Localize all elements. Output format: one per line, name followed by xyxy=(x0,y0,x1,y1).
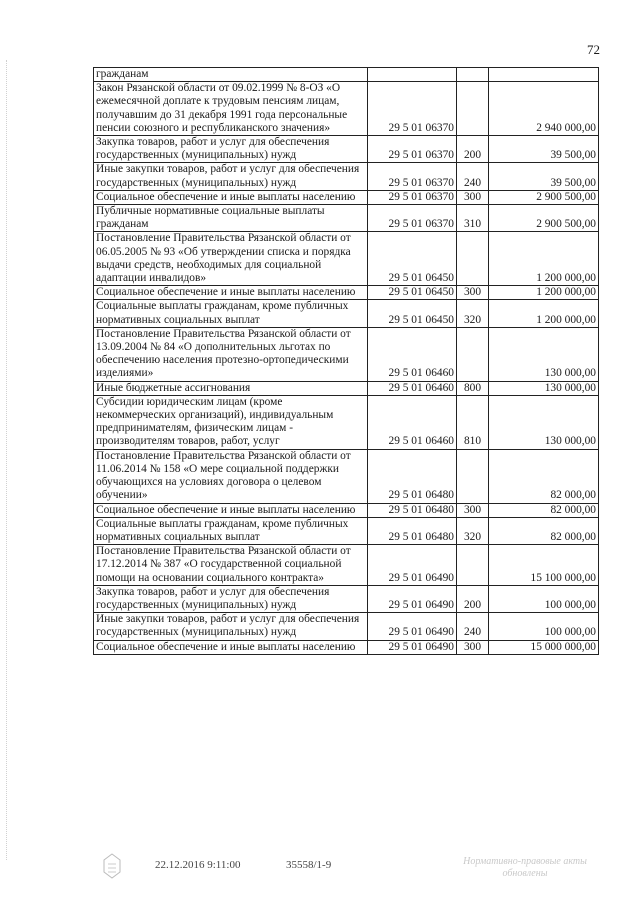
table-row xyxy=(94,585,599,612)
row-expense-type: 320 xyxy=(457,517,489,544)
scan-left-margin xyxy=(6,60,13,860)
table-row xyxy=(94,232,599,286)
table-row xyxy=(94,136,599,163)
row-amount: 15 100 000,00 xyxy=(489,545,599,586)
row-description: гражданам xyxy=(94,68,368,82)
row-expense-type: 240 xyxy=(457,163,489,190)
row-amount: 100 000,00 xyxy=(489,613,599,640)
row-expense-type: 300 xyxy=(457,190,489,204)
table-row xyxy=(94,381,599,395)
row-amount: 1 200 000,00 xyxy=(489,300,599,327)
row-target-code: 29 5 01 06450 xyxy=(368,300,457,327)
row-expense-type: 310 xyxy=(457,205,489,232)
row-expense-type xyxy=(457,232,489,286)
row-amount: 39 500,00 xyxy=(489,163,599,190)
row-expense-type: 200 xyxy=(457,136,489,163)
row-amount: 39 500,00 xyxy=(489,136,599,163)
row-target-code: 29 5 01 06370 xyxy=(368,190,457,204)
table-row xyxy=(94,517,599,544)
table-row xyxy=(94,205,599,232)
table-row xyxy=(94,82,599,136)
row-expense-type xyxy=(457,545,489,586)
row-description: Иные бюджетные ассигнования xyxy=(94,381,368,395)
row-target-code: 29 5 01 06490 xyxy=(368,640,457,654)
row-amount: 1 200 000,00 xyxy=(489,232,599,286)
row-target-code: 29 5 01 06490 xyxy=(368,545,457,586)
table-row xyxy=(94,640,599,654)
row-description: Социальные выплаты гражданам, кроме публичных нормативных социальных выплат xyxy=(94,300,368,327)
row-target-code: 29 5 01 06480 xyxy=(368,449,457,503)
row-expense-type: 300 xyxy=(457,503,489,517)
row-target-code: 29 5 01 06370 xyxy=(368,136,457,163)
footer-stamp: Нормативно-правовые акты обновлены xyxy=(463,856,587,879)
row-description: Иные закупки товаров, работ и услуг для обеспечения государственных (муниципальных) нужд xyxy=(94,613,368,640)
row-description: Социальное обеспечение и иные выплаты населению xyxy=(94,503,368,517)
table-row xyxy=(94,163,599,190)
footer-doc-number: 35558/1-9 xyxy=(286,859,332,871)
row-description: Закон Рязанской области от 09.02.1999 № 8-ОЗ «О ежемесячной доплате к трудовым пенсиям лицам, получавшим до 31 декабря 1991 года персональные пенсии союзного и республиканского значения» xyxy=(94,82,368,136)
row-expense-type: 300 xyxy=(457,286,489,300)
row-target-code: 29 5 01 06490 xyxy=(368,585,457,612)
row-amount: 2 900 500,00 xyxy=(489,190,599,204)
row-target-code: 29 5 01 06450 xyxy=(368,232,457,286)
row-description: Закупка товаров, работ и услуг для обеспечения государственных (муниципальных) нужд xyxy=(94,136,368,163)
row-expense-type: 300 xyxy=(457,640,489,654)
row-description: Постановление Правительства Рязанской области от 11.06.2014 № 158 «О мере социальной поддержки обучающихся на условиях договора о целевом обучении» xyxy=(94,449,368,503)
row-amount: 130 000,00 xyxy=(489,327,599,381)
row-description: Постановление Правительства Рязанской области от 06.05.2005 № 93 «Об утверждении списка и порядка выдачи средств, необходимых для социальной адаптации инвалидов» xyxy=(94,232,368,286)
table-row xyxy=(94,503,599,517)
row-amount: 2 900 500,00 xyxy=(489,205,599,232)
row-amount: 1 200 000,00 xyxy=(489,286,599,300)
document-logo-icon xyxy=(100,852,124,885)
row-expense-type: 810 xyxy=(457,395,489,449)
table-row xyxy=(94,395,599,449)
row-target-code: 29 5 01 06460 xyxy=(368,381,457,395)
table-row xyxy=(94,286,599,300)
row-amount xyxy=(489,68,599,82)
row-target-code: 29 5 01 06460 xyxy=(368,395,457,449)
row-description: Иные закупки товаров, работ и услуг для обеспечения государственных (муниципальных) нужд xyxy=(94,163,368,190)
row-expense-type: 800 xyxy=(457,381,489,395)
row-target-code: 29 5 01 06480 xyxy=(368,503,457,517)
row-expense-type: 320 xyxy=(457,300,489,327)
scan-top-edge xyxy=(0,0,640,10)
row-expense-type: 200 xyxy=(457,585,489,612)
row-description: Социальное обеспечение и иные выплаты населению xyxy=(94,640,368,654)
row-target-code: 29 5 01 06370 xyxy=(368,205,457,232)
footer-date: 22.12.2016 9:11:00 xyxy=(155,859,241,871)
row-target-code: 29 5 01 06490 xyxy=(368,613,457,640)
row-description: Закупка товаров, работ и услуг для обеспечения государственных (муниципальных) нужд xyxy=(94,585,368,612)
row-target-code: 29 5 01 06480 xyxy=(368,517,457,544)
row-amount: 82 000,00 xyxy=(489,449,599,503)
row-amount: 130 000,00 xyxy=(489,395,599,449)
row-target-code: 29 5 01 06370 xyxy=(368,82,457,136)
row-target-code: 29 5 01 06460 xyxy=(368,327,457,381)
table-row xyxy=(94,327,599,381)
row-description: Социальное обеспечение и иные выплаты населению xyxy=(94,286,368,300)
row-target-code xyxy=(368,68,457,82)
row-amount: 82 000,00 xyxy=(489,503,599,517)
row-target-code: 29 5 01 06450 xyxy=(368,286,457,300)
row-target-code: 29 5 01 06370 xyxy=(368,163,457,190)
row-expense-type xyxy=(457,82,489,136)
row-description: Социальное обеспечение и иные выплаты населению xyxy=(94,190,368,204)
table-row xyxy=(94,68,599,82)
row-description: Субсидии юридическим лицам (кроме некоммерческих организаций), индивидуальным предпринимателям, физическим лицам - производителям товаров, работ, услуг xyxy=(94,395,368,449)
row-expense-type xyxy=(457,327,489,381)
table-row xyxy=(94,300,599,327)
row-amount: 2 940 000,00 xyxy=(489,82,599,136)
row-amount: 82 000,00 xyxy=(489,517,599,544)
row-expense-type xyxy=(457,449,489,503)
budget-table xyxy=(93,67,599,655)
row-amount: 100 000,00 xyxy=(489,585,599,612)
table-row xyxy=(94,613,599,640)
table-row xyxy=(94,190,599,204)
row-amount: 130 000,00 xyxy=(489,381,599,395)
row-expense-type: 240 xyxy=(457,613,489,640)
table-row xyxy=(94,545,599,586)
row-description: Постановление Правительства Рязанской области от 17.12.2014 № 387 «О государственной социальной помощи на основании социального контракта» xyxy=(94,545,368,586)
row-description: Постановление Правительства Рязанской области от 13.09.2004 № 84 «О дополнительных льготах по обеспечению населения протезно-ортопедическими изделиями» xyxy=(94,327,368,381)
page-number: 72 xyxy=(587,42,600,57)
table-row xyxy=(94,449,599,503)
row-amount: 15 000 000,00 xyxy=(489,640,599,654)
row-description: Публичные нормативные социальные выплаты гражданам xyxy=(94,205,368,232)
row-description: Социальные выплаты гражданам, кроме публичных нормативных социальных выплат xyxy=(94,517,368,544)
row-expense-type xyxy=(457,68,489,82)
budget-table-body xyxy=(94,68,599,655)
